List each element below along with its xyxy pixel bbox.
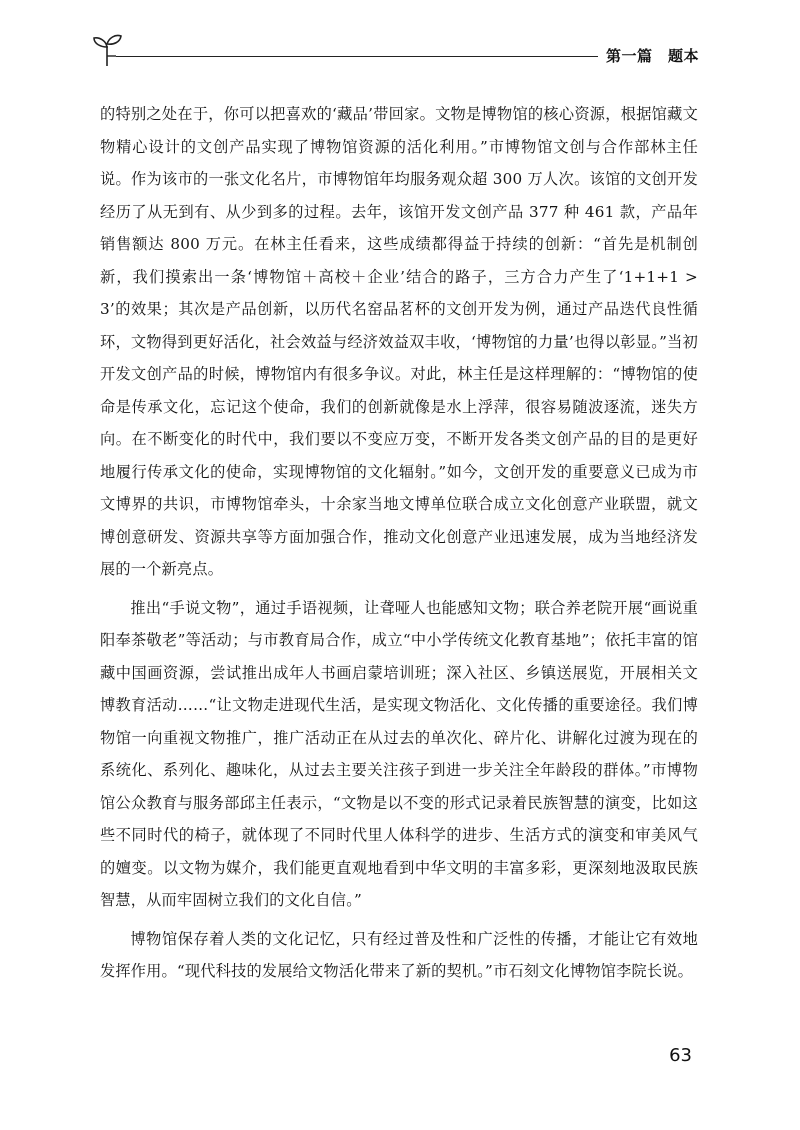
page-number: 63 [669,1045,692,1066]
page-header [0,0,800,80]
header-rule [116,56,598,57]
sprout-icon [90,30,124,68]
paragraph: 推出“手说文物”，通过手语视频，让聋哑人也能感知文物；联合养老院开展“画说重阳奉茶敬老”等活动；与市教育局合作，成立“中小学传统文化教育基地”；依托丰富的馆藏中国画资源，尝试推出成年人书画启蒙培训班；深入社区、乡镇送展览，开展相关文博教育活动……“让文物走进现代生活，是实现文物活化、文化传播的重要途径。我们博物馆一向重视文物推广，推广活动正在从过去的单次化、碎片化、讲解化过渡为现在的系统化、系列化、趣味化，从过去主要关注孩子到进一步关注全年龄段的群体。”市博物馆公众教育与服务部邱主任表示，“文物是以不变的形式记录着民族智慧的演变，比如这些不同时代的椅子，就体现了不同时代里人体科学的进步、生活方式的演变和审美风气的嬗变。以文物为媒介，我们能更直观地看到中华文明的丰富多彩，更深刻地汲取民族智慧，从而牢固树立我们的文化自信。” [100,598,698,909]
section-title: 第一篇 题本 [606,47,700,65]
article-body [100,98,698,994]
paragraph: 的特别之处在于，你可以把喜欢的‘藏品’带回家。文物是博物馆的核心资源，根据馆藏文物精心设计的文创产品实现了博物馆资源的活化利用。”市博物馆文创与合作部林主任说。作为该市的一张文化名片，市博物馆年均服务观众超 300 万人次。该馆的文创开发经历了从无到有、从少到多的过程。去年，该馆开发文创产品 377 种 461 款，产品年销售额达 800 万元。在林主任看来，这些成绩都得益于持续的创新：“首先是机制创新，我们摸索出一条‘博物馆＋高校＋企业’结合的路子，三方合力产生了‘1+1+1 > 3’的效果；其次是产品创新，以历代名窑品茗杯的文创开发为例，通过产品迭代良性循环，文物得到更好活化，社会效益与经济效益双丰收，‘博物馆的力量’也得以彰显。”当初开发文创产品的时候，博物馆内有很多争议。对此，林主任是这样理解的：“博物馆的使命是传承文化，忘记这个使命，我们的创新就像是水上浮萍，很容易随波逐流，迷失方向。在不断变化的时代中，我们要以不变应万变，不断开发各类文创产品的目的是更好地履行传承文化的使命，实现博物馆的文化辐射。”如今，文创开发的重要意义已成为市文博界的共识，市博物馆牵头，十余家当地文博单位联合成立文化创意产业联盟，就文博创意研发、资源共享等方面加强合作，推动文化创意产业迅速发展，成为当地经济发展的一个新亮点。 [100,105,698,578]
paragraph: 博物馆保存着人类的文化记忆，只有经过普及性和广泛性的传播，才能让它有效地发挥作用。“现代科技的发展给文物活化带来了新的契机。”市石刻文化博物馆李院长说。 [100,929,698,980]
